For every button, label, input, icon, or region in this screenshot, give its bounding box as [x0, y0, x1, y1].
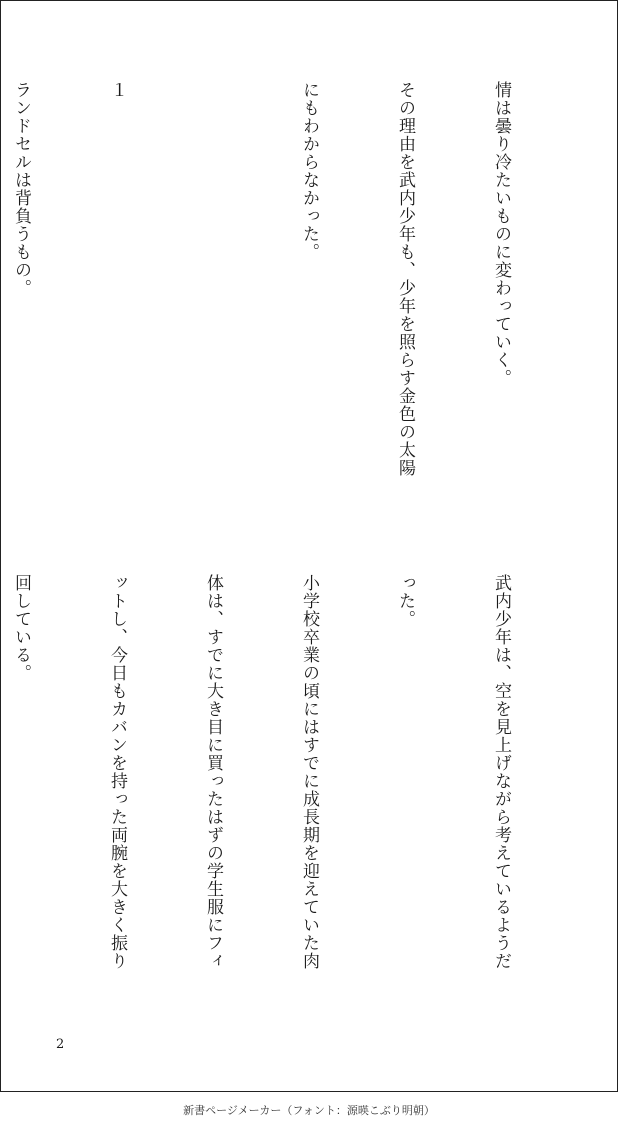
page-number: 2	[56, 1037, 65, 1052]
text-line: 体は、すでに大き目に買ったはずの学生服にフィ	[203, 574, 223, 970]
text-line: ランドセルは背負うもの。	[11, 81, 31, 297]
footer-credit: 新書ページメーカー（フォント：源暎こぶり明朝）	[183, 1104, 435, 1117]
text-line	[197, 81, 229, 531]
text-line: 回している。	[11, 574, 31, 682]
lower-text-block	[11, 574, 581, 1024]
text-line: その理由を武内少年も、少年を照らす金色の太陽	[395, 81, 415, 477]
text-line: 情は曇り冷たいものに変わっていく。	[491, 81, 511, 387]
text-line: 小学校卒業の頃にはすでに成長期を迎えていた肉	[299, 574, 319, 970]
text-line: にもわからなかった。	[299, 81, 319, 261]
upper-text-block	[11, 81, 581, 531]
text-line: 武内少年は、空を見上げながら考えているようだ	[491, 574, 511, 970]
chapter-number: １	[107, 81, 127, 99]
text-line: った。	[395, 574, 415, 628]
text-line: ットし、今日もカバンを持った両腕を大きく振り	[107, 574, 127, 970]
